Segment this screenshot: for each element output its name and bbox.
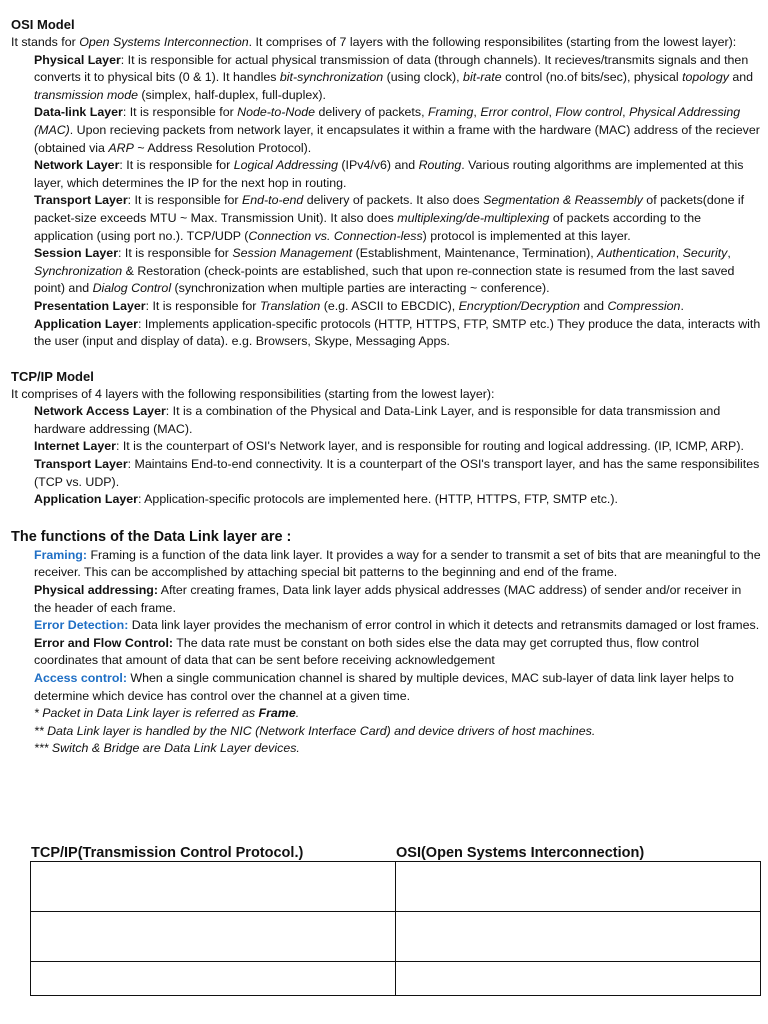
layer-name: Presentation Layer <box>34 298 146 313</box>
table-header-tcpip: TCP/IP(Transmission Control Protocol.) <box>31 845 304 861</box>
osi-title: OSI Model <box>11 17 75 32</box>
comparison-table <box>30 861 761 996</box>
table-cell <box>396 962 761 996</box>
tcpip-transport-layer: Transport Layer: Maintains End-to-end connectivity. It is a counterpart of the OSI's transport layer, and has the same responsibilites (TCP vs. UDP). <box>34 457 760 489</box>
table-row <box>31 862 761 912</box>
tcpip-title: TCP/IP Model <box>11 368 94 384</box>
table-header-osi: OSI(Open Systems Interconnection) <box>396 845 645 861</box>
item-name: Framing: <box>34 547 88 562</box>
table-row <box>31 912 761 962</box>
dll-note-1: * Packet in Data Link layer is referred as Frame. <box>34 706 300 721</box>
layer-name: Network Access Layer <box>34 404 166 419</box>
dll-item-physical-addressing: Physical addressing: After creating frames, Data link layer adds physical addresses (MAC address) of sender and/or receiver in the header of each frame. <box>34 583 742 615</box>
layer-name: Session Layer <box>34 246 119 261</box>
layer-name: Application Layer <box>34 492 138 507</box>
layer-name: Data-link Layer <box>34 105 123 120</box>
table-cell <box>31 912 396 962</box>
dll-title: The functions of the Data Link layer are : <box>11 528 292 545</box>
osi-session-layer: Session Layer: It is responsible for Session Management (Establishment, Maintenance, Termination), Authentication, Security, Synchronization & Restoration (check-points are established, such that upon re-connection state is resumed from the last saved point) and Dialog Control (synchronization when multiple parties are interacting ~ conference). <box>34 246 735 296</box>
layer-name: Transport Layer <box>34 193 128 208</box>
table-cell <box>31 962 396 996</box>
osi-datalink-layer: Data-link Layer: It is responsible for Node-to-Node delivery of packets, Framing, Error control, Flow control, Physical Addressing (MAC). Upon recieving packets from network layer, it encapsulates it within a frame with the hardware (MAC) address of the reciever (obtained via ARP ~ Address Resolution Protocol). <box>34 105 760 155</box>
osi-application-layer: Application Layer: Implements application-specific protocols (HTTP, HTTPS, FTP, SMTP etc.) They produce the data, interacts with the user (input and display of data). e.g. Browsers, Skype, Messaging Apps. <box>34 316 761 349</box>
osi-presentation-layer: Presentation Layer: It is responsible for Translation (e.g. ASCII to EBCDIC), Encryption/Decryption and Compression. <box>34 298 684 313</box>
tcpip-application-layer: Application Layer: Application-specific protocols are implemented here. (HTTP, HTTPS, FTP, SMTP etc.). <box>34 492 618 507</box>
dll-item-error-flow-control: Error and Flow Control: The data rate must be constant on both sides else the data may get corrupted thus, flow control coordinates that amount of data that can be sent before receiving acknowledgement <box>34 635 700 668</box>
dll-item-framing: Framing: Framing is a function of the data link layer. It provides a way for a sender to transmit a set of bits that are meaningful to the receiver. This can be accomplished by attaching special bit patterns to the beginning and end of the frame. <box>34 547 761 580</box>
item-name: Error Detection: <box>34 618 129 633</box>
table-cell <box>396 862 761 912</box>
osi-transport-layer: Transport Layer: It is responsible for End-to-end delivery of packets. It also does Segmentation & Reassembly of packets(done if packet-size exceeds MTU ~ Max. Transmission Unit). It also does multiplexing/de-multiplexing of packets according to the application (using port no.). TCP/UDP (Connection vs. Connection-less) protocol is implemented at this layer. <box>34 193 745 243</box>
layer-name: Physical Layer <box>34 52 121 67</box>
dll-note-3: *** Switch & Bridge are Data Link Layer devices. <box>34 741 300 756</box>
document <box>11 16 761 758</box>
dll-item-access-control: Access control: When a single communication channel is shared by multiple devices, MAC sub-layer of data link layer helps to determine which device has control over the channel at a given time. <box>34 671 734 703</box>
dll-item-error-detection: Error Detection: Data link layer provides the mechanism of error control in which it detects and retransmits damaged or lost frames. <box>34 618 760 633</box>
layer-name: Network Layer <box>34 158 120 173</box>
layer-name: Internet Layer <box>34 439 116 454</box>
tcpip-intro: It comprises of 4 layers with the following responsibilities (starting from the lowest layer): <box>11 386 495 401</box>
tcpip-internet-layer: Internet Layer: It is the counterpart of OSI's Network layer, and is responsible for routing and logical addressing. (IP, ICMP, ARP). <box>34 439 744 454</box>
osi-network-layer: Network Layer: It is responsible for Logical Addressing (IPv4/v6) and Routing. Various routing algorithms are implemented at this layer, which determines the IP for the next hop in routing. <box>34 158 744 190</box>
tcpip-network-access-layer: Network Access Layer: It is a combination of the Physical and Data-Link Layer, and is responsible for data transmission and hardware addressing (MAC). <box>34 404 721 436</box>
table-cell <box>31 862 396 912</box>
item-name: Physical addressing: <box>34 583 158 598</box>
item-name: Error and Flow Control: <box>34 635 174 650</box>
osi-physical-layer: Physical Layer: It is responsible for actual physical transmission of data (through channels). It recieves/transmits signals and then converts it to physical bits (0 & 1). It handles bit-synchronization (using clock), bit-rate control (no.of bits/sec), physical topology and transmission mode (simplex, half-duplex, full-duplex). <box>34 52 754 102</box>
table-row <box>31 962 761 996</box>
item-name: Access control: <box>34 671 127 685</box>
osi-intro: It stands for Open Systems Interconnection. It comprises of 7 layers with the following responsibilites (starting from the lowest layer): <box>11 35 737 49</box>
layer-name: Transport Layer <box>34 457 128 472</box>
dll-note-2: ** Data Link layer is handled by the NIC (Network Interface Card) and device drivers of host machines. <box>34 723 596 738</box>
table-cell <box>396 912 761 962</box>
layer-name: Application Layer <box>34 316 138 331</box>
